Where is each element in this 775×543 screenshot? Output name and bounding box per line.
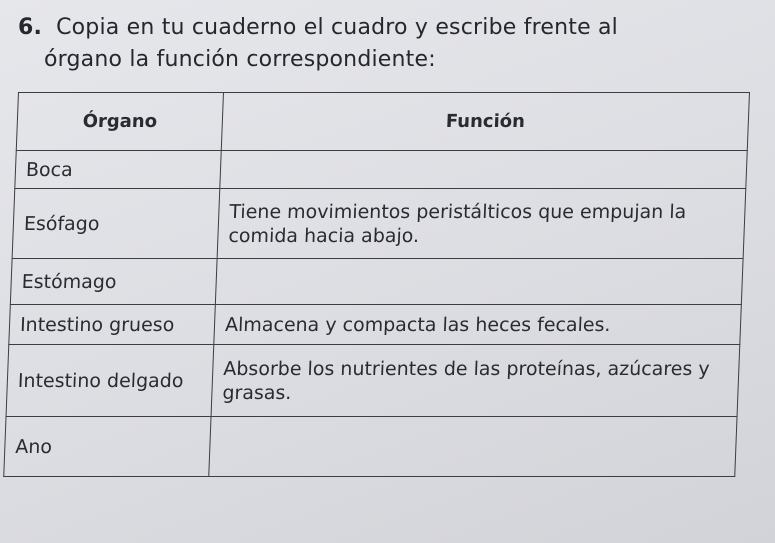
header-function: Función <box>221 93 749 151</box>
organ-cell: Esófago <box>12 189 220 259</box>
table-row <box>10 259 743 305</box>
function-cell <box>220 151 747 189</box>
exercise-instruction <box>18 12 738 76</box>
function-text: Almacena y compacta las heces fecales. <box>224 313 611 336</box>
organ-cell: Estómago <box>10 259 217 305</box>
organ-cell: Boca <box>15 151 221 189</box>
table-row <box>15 151 747 189</box>
function-cell <box>209 417 737 477</box>
function-cell <box>217 189 746 259</box>
exercise-number: 6. <box>18 15 43 40</box>
organ-cell: Intestino grueso <box>9 305 216 345</box>
function-cell <box>211 345 740 417</box>
header-organ: Órgano <box>16 93 223 151</box>
table-header-row <box>16 93 749 151</box>
organ-function-table <box>3 92 750 477</box>
table-row <box>4 417 737 477</box>
instruction-line-2: órgano la función correspondiente: <box>44 47 436 72</box>
organ-cell: Ano <box>4 417 211 477</box>
function-text: Absorbe los nutrientes de las proteínas, azúcares y grasas. <box>222 357 711 404</box>
table-row <box>12 189 746 259</box>
table-row <box>6 345 740 417</box>
function-cell <box>214 305 742 345</box>
organ-cell: Intestino delgado <box>6 345 214 417</box>
function-cell <box>215 259 743 305</box>
table-row <box>9 305 742 345</box>
instruction-line-1: Copia en tu cuaderno el cuadro y escribe frente al <box>56 15 618 40</box>
organ-function-table-wrapper <box>3 92 750 476</box>
function-text: Tiene movimientos peristálticos que empujan la comida hacia abajo. <box>228 200 687 247</box>
